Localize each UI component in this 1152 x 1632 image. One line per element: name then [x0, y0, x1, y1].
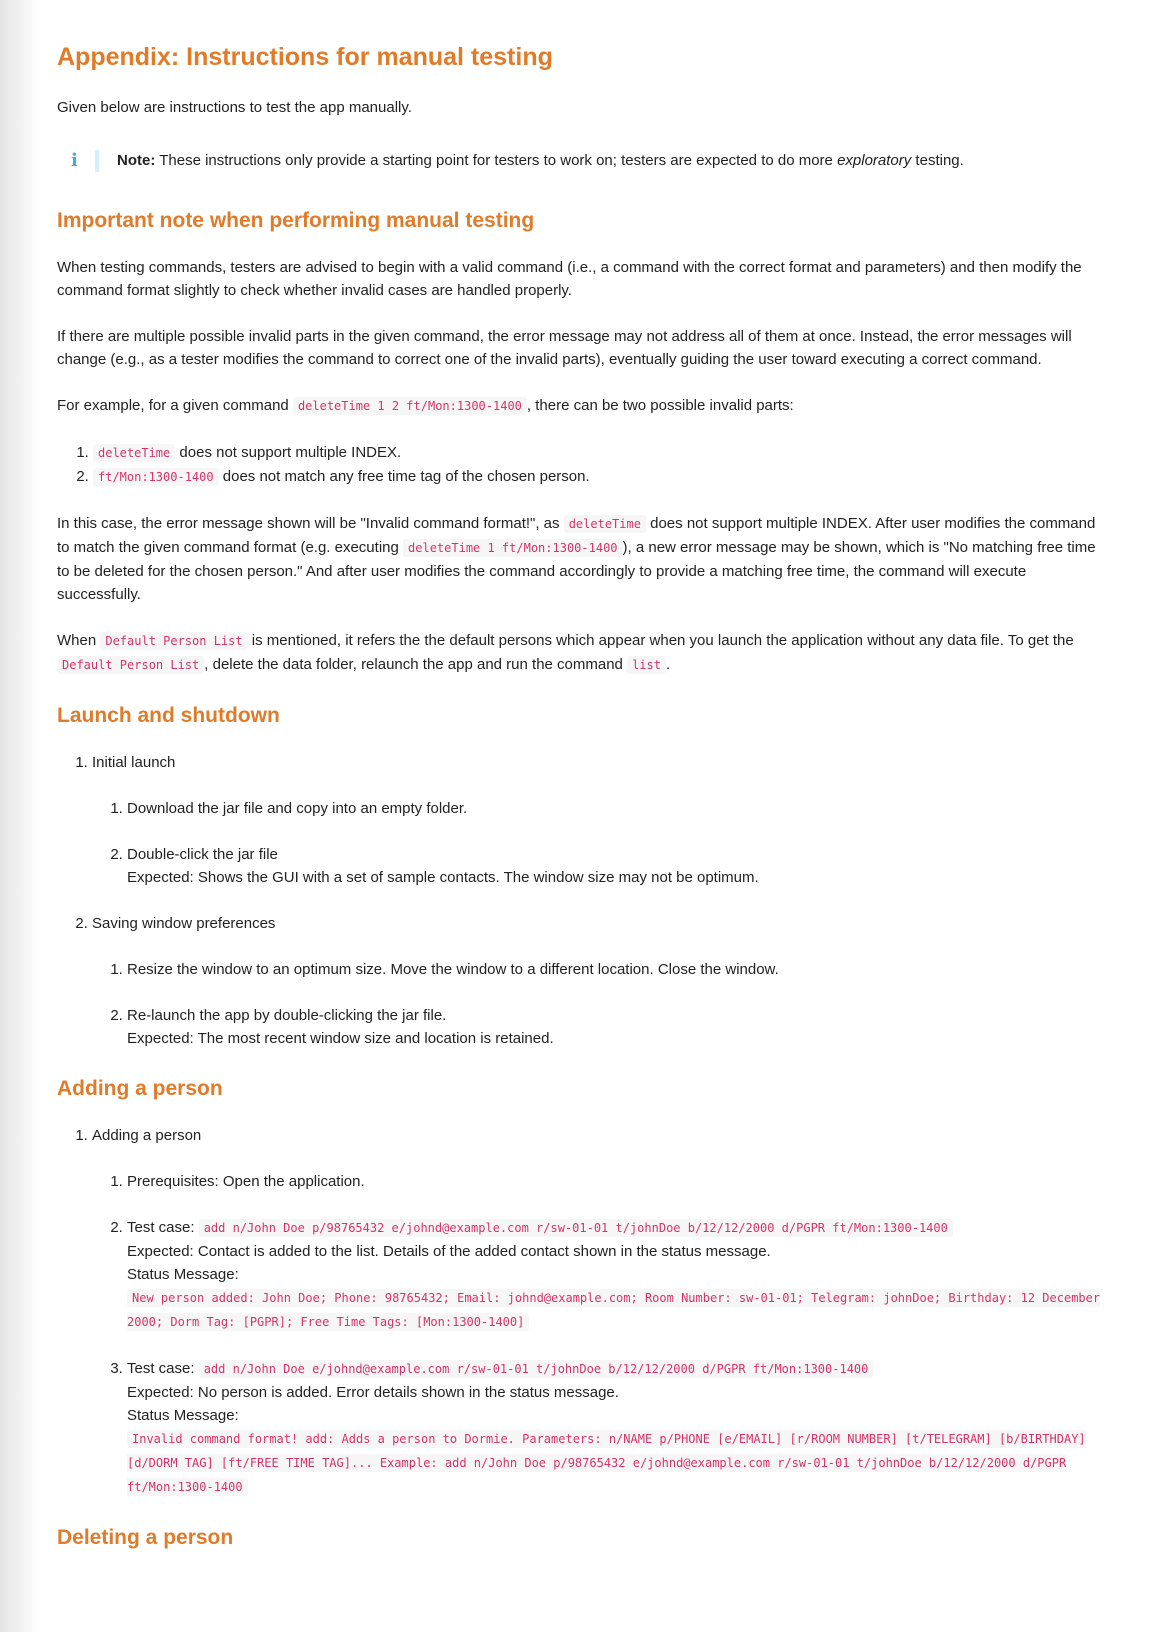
text-run: When: [57, 632, 101, 649]
item-line: [93, 465, 1107, 489]
item-line: [127, 958, 1107, 981]
text-run: Expected: Contact is added to the list. Details of the added contact shown in the status message.: [127, 1243, 771, 1260]
page-shadow: [0, 0, 40, 1632]
item-line: [127, 1170, 1107, 1193]
item-line: [127, 866, 1107, 889]
section-heading: Adding a person: [57, 1077, 223, 1100]
text-run: If there are multiple possible invalid parts in the given command, the error message may not address all of them at once. Instead, the error messages will change (e.g., as a tester modifies the command to correct one of the invalid parts), eventually guiding the user toward executing a correct command.: [57, 328, 1072, 368]
item-line: [127, 1263, 1107, 1286]
item-line: [92, 912, 1107, 935]
list-item: [127, 1004, 1107, 1050]
text-run: For example, for a given command: [57, 397, 293, 414]
item-line: [127, 1004, 1107, 1027]
page-title: Appendix: Instructions for manual testing: [57, 43, 553, 71]
text-run: Resize the window to an optimum size. Move the window to a different location. Close the window.: [127, 961, 779, 978]
item-line: [127, 843, 1107, 866]
ordered-list: [57, 441, 1107, 489]
inline-code: deleteTime: [93, 444, 175, 462]
paragraph: [57, 325, 1107, 371]
text-run: Expected: No person is added. Error details shown in the status message.: [127, 1384, 619, 1401]
inline-code: Invalid command format! add: Adds a person to Dormie. Parameters: n/NAME p/PHONE [e/EMAIL] [r/ROOM NUMBER] [t/TELEGRAM] [b/BIRTHDAY] [d/DORM TAG] [ft/FREE TIME TAG]... Example: add n/John Doe p/98765432 e/johnd@example.com r/sw-01-01 t/johnDoe b/12/12/2000 d/PGPR ft/Mon:1300-1400: [127, 1432, 1086, 1494]
paragraph: [57, 256, 1107, 302]
text-run: Test case:: [127, 1360, 199, 1377]
text-run: Status Message:: [127, 1407, 239, 1424]
sub-list: [92, 797, 1107, 889]
paragraph: [57, 394, 1107, 418]
text-run: Double-click the jar file: [127, 846, 278, 863]
italic-text: exploratory: [837, 152, 912, 169]
text-run: Re-launch the app by double-clicking the jar file.: [127, 1007, 447, 1024]
item-line: [127, 1357, 1107, 1381]
text-run: does not match any free time tag of the chosen person.: [218, 468, 590, 485]
item-line: [127, 1404, 1107, 1427]
paragraph: [57, 629, 1107, 677]
section-heading: Launch and shutdown: [57, 704, 280, 727]
text-run: ), a new error message may be shown, which is "No matching free time to be deleted for the chosen person." And after user modifies the command accordingly to provide a matching free time, the command will execute successfully.: [57, 539, 1096, 603]
inline-code: deleteTime 1 ft/Mon:1300-1400: [403, 539, 623, 557]
section-heading: Important note when performing manual testing: [57, 209, 535, 232]
text-run: Expected: The most recent window size and location is retained.: [127, 1030, 554, 1047]
inline-code: deleteTime: [564, 515, 646, 533]
text-run: Expected: Shows the GUI with a set of sample contacts. The window size may not be optimum.: [127, 869, 759, 886]
item-line: [127, 1027, 1107, 1050]
text-run: .: [665, 656, 671, 673]
inline-code: Default Person List: [100, 632, 247, 650]
item-line: [127, 1286, 1107, 1334]
item-line: [92, 751, 1107, 774]
inline-code: add n/John Doe p/98765432 e/johnd@example.com r/sw-01-01 t/johnDoe b/12/12/2000 d/PGPR ft/Mon:1300-1400: [199, 1219, 953, 1237]
text-run: is mentioned, it refers the the default persons which appear when you launch the application without any data file. To get the: [247, 632, 1074, 649]
list-item: [93, 465, 1107, 489]
text-run: Prerequisites: Open the application.: [127, 1173, 365, 1190]
text-run: testing.: [911, 152, 964, 169]
text-run: , delete the data folder, relaunch the app and run the command: [204, 656, 628, 673]
inline-code: deleteTime 1 2 ft/Mon:1300-1400: [293, 397, 527, 415]
sub-list: [92, 958, 1107, 1050]
note-bar: [95, 150, 99, 172]
inline-code: ft/Mon:1300-1400: [93, 468, 219, 486]
item-line: [127, 1216, 1107, 1240]
list-item: [127, 1170, 1107, 1193]
text-run: Status Message:: [127, 1266, 239, 1283]
item-line: [127, 797, 1107, 820]
list-item: [93, 441, 1107, 465]
paragraph: [57, 96, 1107, 119]
info-icon: i: [71, 150, 78, 171]
item-line: [127, 1381, 1107, 1404]
inline-code: add n/John Doe e/johnd@example.com r/sw-01-01 t/johnDoe b/12/12/2000 d/PGPR ft/Mon:1300-1400: [199, 1360, 874, 1378]
list-item: [92, 751, 1107, 889]
inline-code: list: [627, 656, 666, 674]
text-run: Saving window preferences: [92, 915, 276, 932]
item-line: [93, 441, 1107, 465]
text-run: In this case, the error message shown will be "Invalid command format!", as: [57, 515, 564, 532]
text-run: Given below are instructions to test the app manually.: [57, 99, 412, 116]
text-run: does not support multiple INDEX.: [175, 444, 402, 461]
list-item: [127, 1216, 1107, 1334]
inline-code: New person added: John Doe; Phone: 98765432; Email: johnd@example.com; Room Number: sw-01-01; Telegram: johnDoe; Birthday: 12 December 2000; Dorm Tag: [PGPR]; Free Time Tags: [Mon:1300-1400]: [127, 1291, 1101, 1329]
inline-code: Default Person List: [57, 656, 204, 674]
item-line: [92, 1124, 1107, 1147]
text-run: , there can be two possible invalid parts:: [526, 397, 794, 414]
document-content: [57, 40, 1107, 1573]
text-run: Test case:: [127, 1219, 199, 1236]
ordered-list: [57, 751, 1107, 1050]
item-line: [127, 1427, 1107, 1499]
text-run: does not support multiple INDEX. After user modifies the command to match the given command format (e.g. executing: [57, 515, 1096, 556]
sub-list: [92, 1170, 1107, 1499]
text-run: Adding a person: [92, 1127, 202, 1144]
list-item: [127, 1357, 1107, 1499]
note-text: [117, 149, 964, 172]
section-heading: Deleting a person: [57, 1526, 234, 1549]
list-item: [127, 797, 1107, 820]
text-run: Initial launch: [92, 754, 176, 771]
bold-text: Note:: [117, 152, 156, 169]
paragraph: [57, 512, 1107, 606]
note-box: [71, 149, 1107, 172]
list-item: [127, 958, 1107, 981]
text-run: These instructions only provide a starting point for testers to work on; testers are expected to do more: [155, 152, 838, 169]
list-item: [92, 912, 1107, 1050]
text-run: Download the jar file and copy into an empty folder.: [127, 800, 468, 817]
text-run: When testing commands, testers are advised to begin with a valid command (i.e., a command with the correct format and parameters) and then modify the command format slightly to check whether invalid cases are handled properly.: [57, 259, 1082, 299]
list-item: [127, 843, 1107, 889]
list-item: [92, 1124, 1107, 1499]
item-line: [127, 1240, 1107, 1263]
ordered-list: [57, 1124, 1107, 1499]
